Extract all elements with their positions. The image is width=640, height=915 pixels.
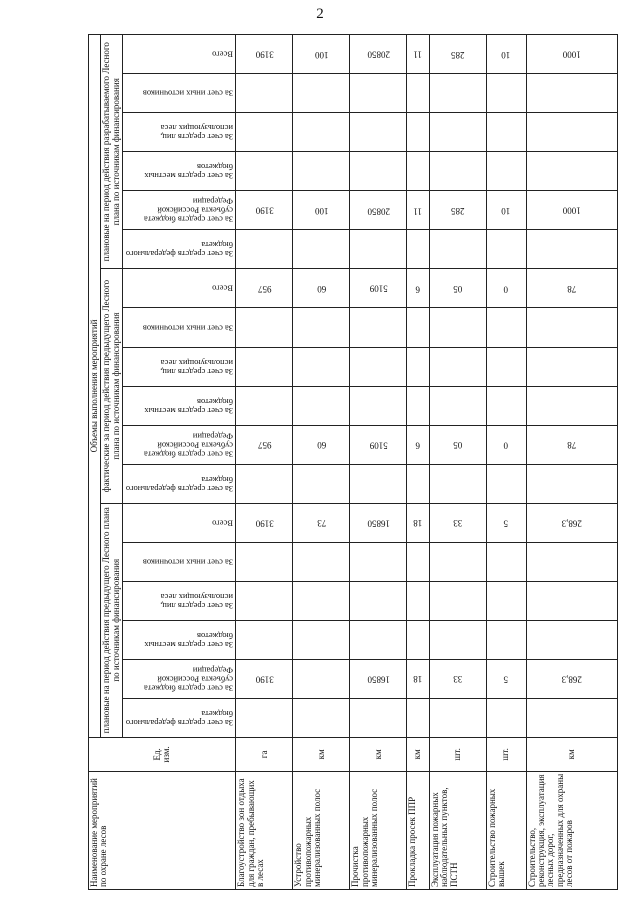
- row-name: Строительство пожарных вышек: [486, 771, 526, 889]
- value-text: 05: [453, 284, 463, 295]
- value-cell: [429, 425, 486, 464]
- value-cell: [407, 269, 430, 308]
- value-cell: [526, 698, 617, 737]
- value-cell: [486, 308, 526, 347]
- value-cell: [236, 659, 293, 698]
- value-cell: [526, 347, 617, 386]
- value-cell: [293, 464, 350, 503]
- sub-header-federal: За счет средств федерального бюджета: [123, 464, 236, 503]
- value-cell: [407, 152, 430, 191]
- row-unit: км: [407, 737, 430, 771]
- value-cell: [293, 503, 350, 542]
- value-text: 3190: [255, 674, 274, 685]
- value-cell: [526, 191, 617, 230]
- row-name: Благоустройство зон отдыха для граждан, пребывающих в лесах: [236, 771, 293, 889]
- value-cell: [526, 74, 617, 113]
- row-unit: км: [350, 737, 407, 771]
- value-text: 16850: [366, 518, 390, 529]
- value-cell: [350, 74, 407, 113]
- header-name: Наименование мероприятий по охране лесов: [89, 771, 236, 889]
- value-text: 285: [451, 49, 465, 60]
- value-cell: [429, 542, 486, 581]
- value-cell: [293, 269, 350, 308]
- row-unit: км: [526, 737, 617, 771]
- table-row: [486, 35, 526, 890]
- value-text: 33: [453, 518, 463, 529]
- value-cell: [236, 308, 293, 347]
- sub-header-regional: За счет средств бюджета субъекта Российской Федерации: [123, 425, 236, 464]
- value-cell: [407, 503, 430, 542]
- value-cell: [350, 308, 407, 347]
- value-text: 33: [453, 674, 463, 685]
- sub-header-federal: За счет средств федерального бюджета: [123, 698, 236, 737]
- value-text: 268,3: [561, 518, 582, 529]
- value-cell: [293, 425, 350, 464]
- value-cell: [350, 425, 407, 464]
- value-cell: [429, 581, 486, 620]
- value-cell: [407, 620, 430, 659]
- table-row: [526, 35, 617, 890]
- value-cell: [526, 269, 617, 308]
- sub-header-local: За счет средств местных бюджетов: [123, 620, 236, 659]
- sub-header-total: Всего: [123, 503, 236, 542]
- value-cell: [293, 152, 350, 191]
- value-text: 18: [413, 518, 423, 529]
- value-cell: [486, 152, 526, 191]
- value-cell: [350, 347, 407, 386]
- value-cell: [293, 347, 350, 386]
- value-cell: [526, 464, 617, 503]
- value-cell: [486, 659, 526, 698]
- value-cell: [526, 308, 617, 347]
- value-cell: [350, 269, 407, 308]
- value-text: 60: [316, 284, 326, 295]
- value-cell: [486, 542, 526, 581]
- table-row: [350, 35, 407, 890]
- value-text: 268,3: [561, 674, 582, 685]
- value-cell: [293, 542, 350, 581]
- value-cell: [350, 464, 407, 503]
- value-text: 1000: [562, 206, 581, 217]
- value-cell: [236, 386, 293, 425]
- value-text: 5109: [369, 284, 388, 295]
- value-text: 10: [501, 206, 511, 217]
- value-cell: [429, 698, 486, 737]
- value-cell: [486, 698, 526, 737]
- value-cell: [350, 386, 407, 425]
- value-cell: [429, 386, 486, 425]
- value-cell: [236, 35, 293, 74]
- value-text: 73: [316, 518, 326, 529]
- value-cell: [407, 659, 430, 698]
- forest-protection-table: [88, 34, 618, 890]
- row-unit: км: [293, 737, 350, 771]
- value-cell: [429, 230, 486, 269]
- value-text: 78: [567, 440, 577, 451]
- value-cell: [350, 113, 407, 152]
- value-text: 16850: [366, 674, 390, 685]
- value-cell: [293, 386, 350, 425]
- value-text: 0: [503, 284, 509, 295]
- value-cell: [293, 230, 350, 269]
- value-cell: [293, 620, 350, 659]
- value-cell: [486, 74, 526, 113]
- row-name: Устройство противопожарных минерализованных полос: [293, 771, 350, 889]
- sub-header-users: За счет средств лиц, использующих леса: [123, 113, 236, 152]
- value-cell: [293, 191, 350, 230]
- value-cell: [407, 74, 430, 113]
- value-text: 957: [257, 440, 272, 451]
- value-cell: [350, 191, 407, 230]
- value-cell: [236, 698, 293, 737]
- value-cell: [486, 464, 526, 503]
- header-actual-prev: фактические за период действия предыдущего Лесного плана по источникам финансирования: [101, 269, 123, 503]
- value-cell: [486, 191, 526, 230]
- row-unit: шт.: [429, 737, 486, 771]
- value-cell: [407, 698, 430, 737]
- value-cell: [486, 113, 526, 152]
- value-text: 0: [503, 440, 509, 451]
- value-text: 5109: [369, 440, 388, 451]
- value-cell: [350, 659, 407, 698]
- value-cell: [429, 464, 486, 503]
- value-cell: [486, 503, 526, 542]
- value-cell: [407, 113, 430, 152]
- sub-header-other: За счет иных источников: [123, 308, 236, 347]
- value-cell: [293, 35, 350, 74]
- value-text: 18: [413, 674, 423, 685]
- value-cell: [526, 35, 617, 74]
- value-cell: [236, 230, 293, 269]
- value-text: 100: [314, 206, 329, 217]
- value-cell: [293, 74, 350, 113]
- value-text: 05: [453, 440, 463, 451]
- row-unit: га: [236, 737, 293, 771]
- value-text: 100: [314, 49, 329, 60]
- rotated-table-container: [88, 34, 618, 890]
- value-cell: [407, 230, 430, 269]
- value-cell: [236, 425, 293, 464]
- value-cell: [236, 620, 293, 659]
- value-cell: [429, 113, 486, 152]
- header-planned-new: плановые на период действия разрабатываемого Лесного плана по источникам финансирования: [101, 35, 123, 269]
- value-cell: [486, 35, 526, 74]
- value-cell: [486, 620, 526, 659]
- value-cell: [293, 698, 350, 737]
- value-cell: [526, 581, 617, 620]
- value-text: 60: [316, 440, 326, 451]
- sub-header-local: За счет средств местных бюджетов: [123, 386, 236, 425]
- value-cell: [236, 581, 293, 620]
- sub-header-federal: За счет средств федерального бюджета: [123, 230, 236, 269]
- value-text: 1000: [562, 49, 581, 60]
- value-cell: [429, 347, 486, 386]
- value-cell: [486, 425, 526, 464]
- row-name: Прочистка противопожарных минерализованных полос: [350, 771, 407, 889]
- value-cell: [407, 191, 430, 230]
- page-number: 2: [316, 6, 324, 22]
- value-cell: [486, 269, 526, 308]
- value-text: 6: [415, 440, 421, 451]
- value-text: 11: [413, 49, 423, 60]
- sub-header-total: Всего: [123, 269, 236, 308]
- value-cell: [407, 464, 430, 503]
- value-cell: [350, 35, 407, 74]
- value-cell: [486, 386, 526, 425]
- value-cell: [526, 230, 617, 269]
- sub-header-other: За счет иных источников: [123, 542, 236, 581]
- value-cell: [526, 542, 617, 581]
- value-cell: [429, 620, 486, 659]
- value-cell: [350, 152, 407, 191]
- value-text: 78: [567, 284, 577, 295]
- value-cell: [236, 464, 293, 503]
- header-volumes: Объемы выполнения мероприятий: [89, 35, 101, 738]
- row-name: Строительство, реконструкция, эксплуатация лесных дорог, предназначенных для охраны лесов от пожаров: [526, 771, 617, 889]
- value-cell: [236, 503, 293, 542]
- value-cell: [293, 113, 350, 152]
- sub-header-other: За счет иных источников: [123, 74, 236, 113]
- value-cell: [526, 386, 617, 425]
- value-text: 11: [413, 206, 423, 217]
- row-name: Прокладка просек ППР: [407, 771, 430, 889]
- value-cell: [486, 230, 526, 269]
- value-cell: [407, 386, 430, 425]
- value-cell: [407, 425, 430, 464]
- sub-header-regional: За счет средств бюджета субъекта Российской Федерации: [123, 191, 236, 230]
- value-text: 20850: [366, 206, 390, 217]
- value-cell: [350, 230, 407, 269]
- value-cell: [429, 308, 486, 347]
- value-text: 3190: [255, 49, 274, 60]
- value-text: 20850: [366, 49, 390, 60]
- value-cell: [429, 503, 486, 542]
- value-cell: [407, 347, 430, 386]
- value-cell: [236, 269, 293, 308]
- value-cell: [236, 152, 293, 191]
- value-cell: [526, 659, 617, 698]
- sub-header-users: За счет средств лиц, использующих леса: [123, 347, 236, 386]
- value-cell: [429, 152, 486, 191]
- table-row: [293, 35, 350, 890]
- value-cell: [236, 191, 293, 230]
- value-cell: [407, 542, 430, 581]
- table-row: [429, 35, 486, 890]
- value-text: 285: [451, 206, 465, 217]
- value-cell: [236, 113, 293, 152]
- value-cell: [407, 581, 430, 620]
- sub-header-regional: За счет средств бюджета субъекта Российской Федерации: [123, 659, 236, 698]
- value-cell: [526, 113, 617, 152]
- value-cell: [350, 542, 407, 581]
- value-cell: [429, 35, 486, 74]
- table-row: [407, 35, 430, 890]
- header-planned-prev: плановые на период действия предыдущего Лесного плана по источникам финансирования: [101, 503, 123, 737]
- table-row: [236, 35, 293, 890]
- value-cell: [350, 620, 407, 659]
- value-cell: [236, 74, 293, 113]
- value-cell: [407, 35, 430, 74]
- value-cell: [486, 347, 526, 386]
- sub-header-users: За счет средств лиц, использующих леса: [123, 581, 236, 620]
- value-cell: [429, 659, 486, 698]
- value-cell: [429, 269, 486, 308]
- value-cell: [350, 698, 407, 737]
- value-text: 3190: [255, 206, 274, 217]
- value-cell: [526, 620, 617, 659]
- value-cell: [429, 74, 486, 113]
- value-cell: [526, 503, 617, 542]
- value-cell: [236, 347, 293, 386]
- row-name: Эксплуатация пожарных наблюдательных пунктов, ПСТН: [429, 771, 486, 889]
- value-cell: [407, 308, 430, 347]
- row-unit: шт.: [486, 737, 526, 771]
- value-cell: [293, 659, 350, 698]
- value-cell: [429, 191, 486, 230]
- table-body: [236, 35, 618, 890]
- sub-header-total: Всего: [123, 35, 236, 74]
- header-unit: Ед. изм.: [89, 737, 236, 771]
- value-cell: [293, 308, 350, 347]
- value-cell: [350, 503, 407, 542]
- value-cell: [350, 581, 407, 620]
- value-text: 957: [257, 284, 272, 295]
- value-text: 6: [415, 284, 421, 295]
- value-text: 5: [503, 674, 509, 685]
- value-cell: [486, 581, 526, 620]
- value-text: 10: [501, 49, 511, 60]
- sub-header-local: За счет средств местных бюджетов: [123, 152, 236, 191]
- value-cell: [293, 581, 350, 620]
- value-cell: [526, 152, 617, 191]
- value-cell: [236, 542, 293, 581]
- value-text: 5: [503, 518, 509, 529]
- value-cell: [526, 425, 617, 464]
- value-text: 3190: [255, 518, 274, 529]
